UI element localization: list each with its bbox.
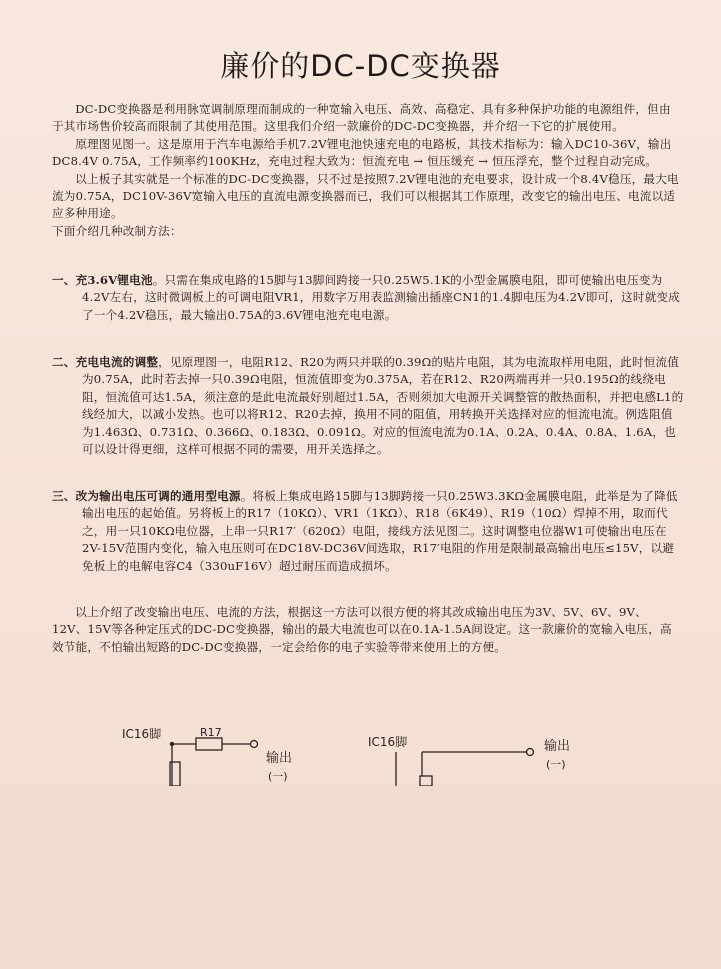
diagram-right-component bbox=[420, 776, 432, 786]
diagram-right-output-terminal bbox=[527, 749, 534, 756]
section-3-heading: 改为输出电压可调的通用型电源 bbox=[75, 489, 241, 503]
intro-paragraph-3: 以上板子其实就是一个标准的DC-DC变换器，只不过是按照7.2V锂电池的充电要求，设计成一个8.4V稳压，最大电流为0.75A，DC10V-36V宽输入电压的直流电源变换器而已，我们可以根据其工作原理，改变它的输出电压、电流以适应多种用途。 bbox=[52, 171, 679, 221]
section-1 bbox=[52, 272, 684, 324]
section-2 bbox=[52, 354, 684, 458]
diagram-left-output-terminal bbox=[251, 741, 258, 748]
diagram-left-resistor bbox=[196, 738, 222, 750]
section-2-heading: 充电电流的调整 bbox=[75, 355, 159, 369]
diagram-left-output-label: 输出 bbox=[266, 751, 293, 766]
diagram-left-polarity: (一) bbox=[268, 770, 288, 783]
section-2-text: ，见原理图一，电阻R12、R20为两只并联的0.39Ω的贴片电阻，其为电流取样用电阻，此时恒流值为0.75A，此时若去掉一只0.39Ω电阻，恒流值即变为0.375A，若在R12、R20两端再并一只0.195Ω的线绕电阻，恒流值可达1.5A，须注意的是此电流最好别超过1.5A，否则须加大电源开关调整管的散热面积，并把电感L1的线经加大，以减小发热。也可以将R12、R20去掉，换用不同的阻值，用转换开关选择对应的恒流电流。例选阻值为1.463Ω、0.731Ω、0.366Ω、0.183Ω、0.091Ω。对应的恒流电流为0.1A、0.2A、0.4A、0.8A、1.6A，也可以设计得更细，这样可根据不同的需要，用开关选择之。 bbox=[82, 355, 684, 457]
circuit-diagrams bbox=[100, 722, 660, 786]
diagram-left-pin-label: IC16脚 bbox=[122, 727, 162, 741]
section-2-number: 二、 bbox=[52, 355, 76, 369]
section-1-heading: 充3.6V锂电池 bbox=[75, 273, 153, 287]
intro-paragraph-4: 下面介绍几种改制方法： bbox=[52, 223, 182, 238]
intro-paragraph-1: DC-DC变换器是利用脉宽调制原理而制成的一种宽输入电压、高效、高稳定、具有多种保护功能的电源组件，但由于其市场售价较高而限制了其使用范围。这里我们介绍一款廉价的DC-DC变换器，并介绍一下它的扩展使用。 bbox=[52, 102, 671, 134]
section-3 bbox=[52, 488, 684, 575]
page-lower-band bbox=[0, 784, 721, 969]
page-title: 廉价的DC-DC变换器 bbox=[220, 49, 501, 83]
section-1-number: 一、 bbox=[52, 273, 76, 287]
section-3-text: 。将板上集成电路15脚与13脚跨接一只0.25W3.3KΩ金属膜电阻，此举是为了降低输出电压的起始值。另将板上的R17（10KΩ）、VR1（1KΩ）、R18（6K49）、R19（10Ω）焊掉不用，取而代之，用一只10KΩ电位器，上串一只R17′（620Ω）电阻，接线方法见图二。这时调整电位器W1可使输出电压在2V-15V范围内变化，输入电压则可在DC18V-DC36V间选取，R17′电阻的作用是限制最高输出电压≤15V，以避免板上的电解电容C4（330uF16V）超过耐压而造成损坏。 bbox=[82, 489, 678, 573]
diagram-left bbox=[122, 726, 292, 786]
diagram-right-polarity: (一) bbox=[546, 758, 566, 771]
closing-block bbox=[52, 604, 682, 656]
diagram-right bbox=[368, 734, 570, 786]
diagram-right-pin-label: IC16脚 bbox=[368, 735, 408, 749]
section-3-number: 三、 bbox=[52, 489, 76, 503]
diagram-right-output-label: 输出 bbox=[544, 739, 571, 754]
closing-paragraph: 以上介绍了改变输出电压、电流的方法，根据这一方法可以很方便的将其改成输出电压为3V、5V、6V、9V、12V、15V等各种定压式的DC-DC变换器，输出的最大电流也可以在0.1A-1.5A间设定。这一款廉价的宽输入电压，高效节能，不怕输出短路的DC-DC变换器，一定会给你的电子实验等带来使用上的方便。 bbox=[52, 605, 672, 654]
intro-paragraph-2: 原理图见图一。这是原用于汽车电源给手机7.2V锂电池快速充电的电路板，其技术指标为：输入DC10-36V，输出DC8.4V 0.75A，工作频率约100KHz，充电过程大致为：恒流充电 → 恒压缓充 → 恒压浮充，整个过程自动完成。 bbox=[52, 136, 672, 169]
section-1-text: 。只需在集成电路的15脚与13脚间跨接一只0.25W5.1K的小型金属膜电阻，即可使输出电压变为4.2V左右，这时微调板上的可调电阻VR1，用数字万用表监测输出插座CN1的1.4脚电压为4.2V即可，这时就变成了一个4.2V稳压，最大输出0.75A的3.6V锂电池充电电源。 bbox=[82, 273, 681, 322]
intro-block bbox=[52, 101, 682, 240]
diagram-left-resistor-label: R17 bbox=[200, 726, 222, 739]
